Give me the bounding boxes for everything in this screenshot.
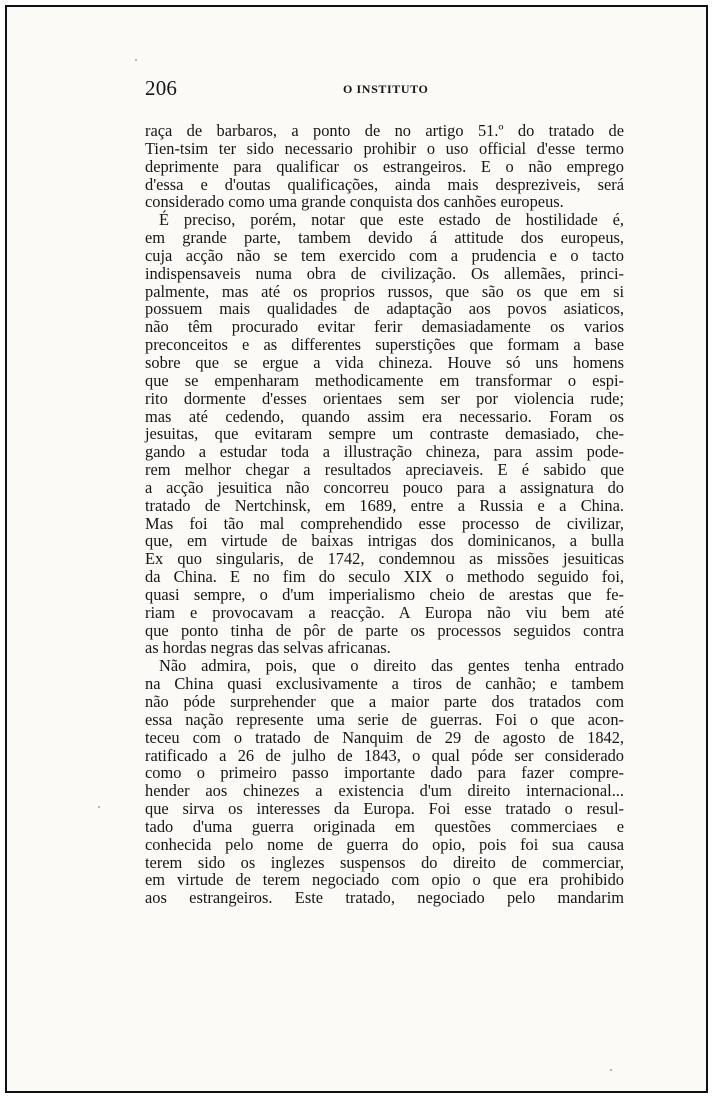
paper-speck (610, 1069, 612, 1071)
text-line: gando a estudar toda a illustração chineza, para assim pode- (145, 442, 624, 462)
text-line: que, em virtude de baixas intrigas dos dominicanos, a bulla (145, 531, 624, 551)
body-text (145, 122, 624, 907)
text-line: conhecida pelo nome de guerra do opio, pois foi sua causa (145, 834, 624, 854)
text-line: as hordas negras das selvas africanas. (145, 638, 391, 658)
text-line: rem melhor chegar a resultados apreciaveis. E é sabido que (145, 460, 624, 480)
text-line: que ponto tinha de pôr de parte os processos seguidos contra (145, 620, 624, 640)
text-line: quasi sempre, o d'um imperialismo cheio de arestas que fe- (145, 584, 624, 604)
paper-speck (135, 59, 137, 61)
text-line: riam e provocavam a reacção. A Europa não viu bem até (145, 602, 624, 622)
text-line: aos estrangeiros. Este tratado, negociado pelo mandarim (145, 888, 624, 908)
text-line: mas até cedendo, quando assim era necessario. Foram os (145, 406, 624, 426)
text-line: É preciso, porém, notar que este estado de hostilidade é, (159, 210, 624, 230)
page-number: 206 (145, 76, 178, 100)
text-line: que se empenharam methodicamente em transformar o espi- (145, 370, 624, 390)
text-line: em grande parte, tambem devido á attitude dos europeus, (145, 228, 624, 248)
text-line: na China quasi exclusivamente a tiros de canhão; e tambem (145, 674, 624, 694)
text-line: a acção jesuitica não concorreu pouco para a assignatura do (145, 477, 624, 497)
text-line: da China. E no fim do seculo XIX o methodo seguido foi, (145, 567, 624, 587)
text-line: Tien-tsim ter sido necessario prohibir o uso official d'esse termo (145, 138, 624, 158)
text-line: d'essa e d'outas qualificações, ainda mais despreziveis, será (145, 174, 624, 194)
text-line: essa nação represente uma serie de guerras. Foi o que acon- (145, 709, 624, 729)
text-line: preconceitos e as differentes superstições que formam a base (145, 335, 624, 355)
text-line: deprimente para qualificar os estrangeiros. E o não emprego (145, 156, 624, 176)
text-line: Mas foi tão mal comprehendido esse processo de civilizar, (145, 513, 624, 533)
text-line: cuja acção não se tem exercido com a prudencia e o tacto (145, 245, 624, 265)
text-line: hender aos chinezes a existencia d'um direito internacional... (145, 781, 624, 801)
text-line: teceu com o tratado de Nanquim de 29 de agosto de 1842, (145, 727, 624, 747)
text-line: não póde surprehender que a maior parte dos tratados com (145, 692, 624, 711)
text-line: possuem mais qualidades de adaptação aos povos asiaticos, (145, 299, 624, 319)
text-line: ratificado a 26 de julho de 1843, o qual póde ser considerado (145, 745, 624, 765)
text-line: terem sido os inglezes suspensos do direito de commerciar, (145, 852, 624, 872)
text-line: Ex quo singularis, de 1742, condemnou as missões jesuiticas (145, 549, 624, 569)
text-line: palmente, mas até os proprios russos, que são os que em si (145, 281, 624, 301)
text-line: jesuitas, que evitaram sempre um contraste demasiado, che- (145, 424, 624, 444)
text-line: rito dormente d'esses orientaes sem ser por violencia rude; (145, 388, 624, 408)
journal-title: O INSTITUTO (343, 82, 429, 96)
text-line: como o primeiro passo importante dado para fazer compre- (145, 763, 624, 783)
running-head (145, 76, 623, 100)
paper-speck (98, 806, 100, 808)
text-line: considerado como uma grande conquista dos canhões europeus. (145, 192, 564, 212)
text-line: tado d'uma guerra originada em questões commerciaes e (145, 816, 624, 836)
text-line: não têm procurado evitar ferir demasiadamente os varios (145, 317, 624, 337)
text-line: sobre que se ergue a vida chineza. Houve só uns homens (145, 352, 624, 372)
text-line: em virtude de terem negociado com opio o que era prohibido (145, 870, 624, 890)
text-line: indispensaveis numa obra de civilização. Os allemães, princi- (145, 263, 624, 283)
text-line: Não admira, pois, que o direito das gentes tenha entrado (159, 656, 624, 676)
text-line: tratado de Nertchinsk, em 1689, entre a Russia e a China. (145, 495, 624, 515)
text-line: que sirva os interesses da Europa. Foi esse tratado o resul- (145, 799, 624, 819)
text-line: raça de barbaros, a ponto de no artigo 51.º do tratado de (145, 121, 624, 140)
